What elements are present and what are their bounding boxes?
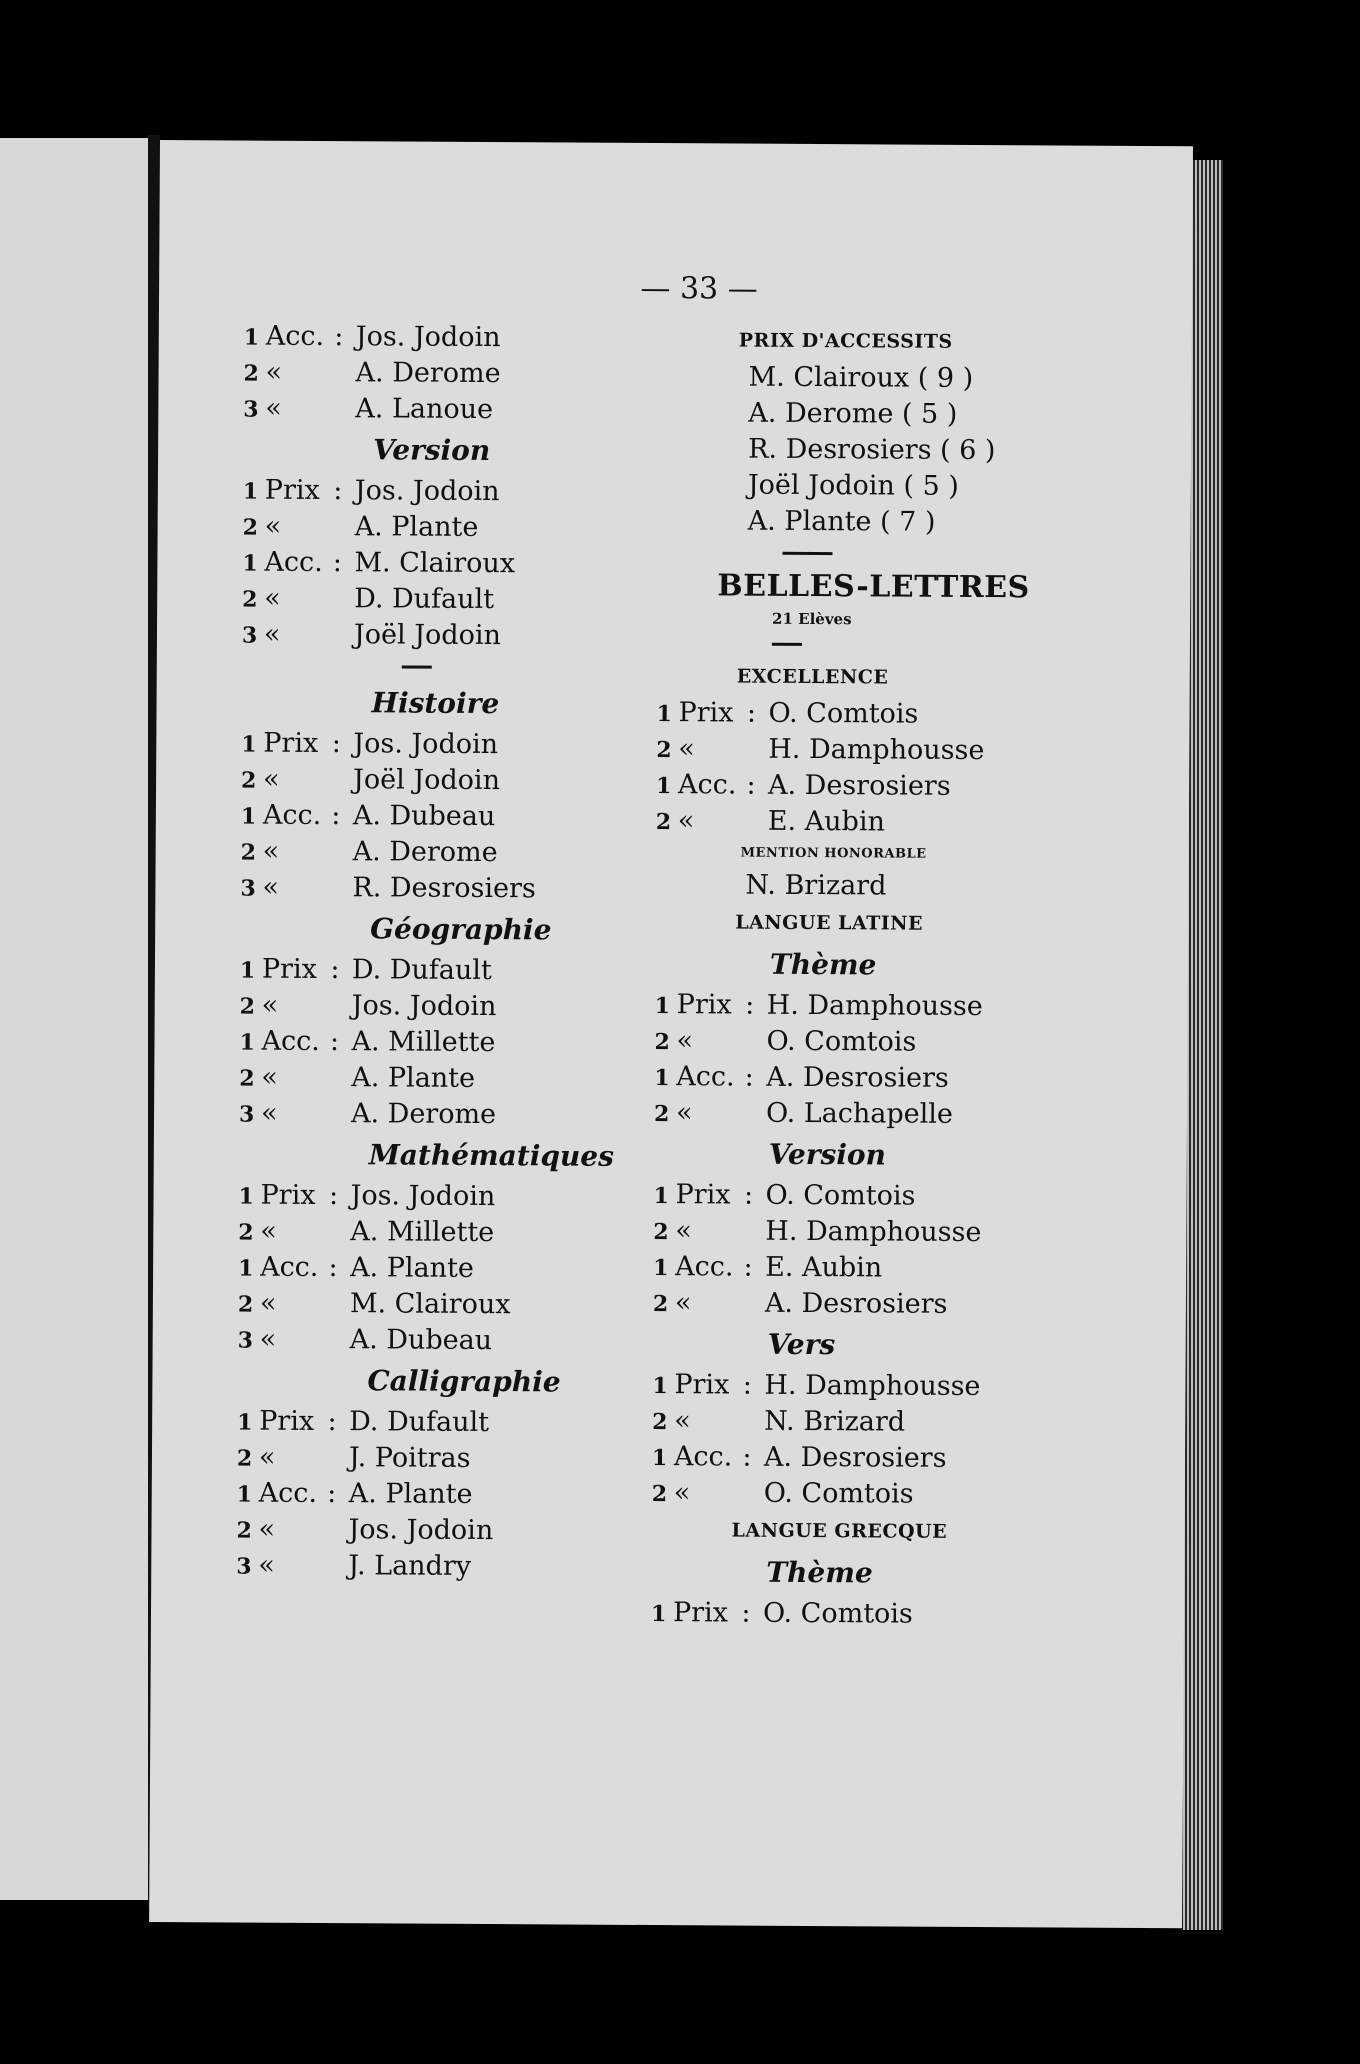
name-entry: M. Clairoux ( 9 ) [748,361,974,394]
prize-label: « [262,871,280,903]
student-name: E. Aubin [765,1251,883,1284]
student-name: A. Derome [350,1098,497,1131]
student-name: H. Damphousse [765,1215,982,1249]
rank-number: 1 [239,957,256,984]
prize-row [652,1403,1192,1442]
student-name: J. Landry [348,1550,472,1582]
subject-heading: Thème [766,1555,873,1590]
subject-heading: Version [373,433,491,468]
label-separator: : [331,800,341,832]
student-name: O. Comtois [768,697,919,730]
prize-label: « [678,733,695,765]
prize-label: Prix [675,1179,731,1211]
prize-label: « [261,1061,278,1093]
label-separator: : [327,1478,337,1510]
rank-number: 2 [238,1219,254,1246]
prize-row [241,762,701,801]
subject-heading: Histoire [371,686,500,721]
prize-row [243,473,703,512]
section-header: LANGUE LATINE [735,911,924,935]
prize-row [240,870,700,909]
label-separator: : [328,1180,339,1212]
prize-label: « [259,1287,277,1319]
prize-label: « [262,835,280,867]
label-separator: : [746,697,757,729]
subject-heading: Version [768,1137,887,1172]
subject-heading: Géographie [370,912,552,947]
prize-label: « [265,356,283,388]
rank-number: 1 [240,803,257,830]
prize-label: Prix [260,1179,316,1211]
prize-row [238,1321,698,1360]
student-name: M. Clairoux [354,547,516,580]
prize-row [238,1249,698,1288]
prize-label: « [674,1287,692,1319]
rank-number: 1 [654,993,671,1020]
prize-row [652,1475,1192,1514]
student-name: Jos. Jodoin [350,1180,496,1213]
prize-label: Prix [261,953,317,985]
rank-number: 2 [239,1065,255,1092]
rank-number: 1 [654,1065,670,1092]
prize-label: « [264,510,282,542]
prize-label: Acc. [260,1251,319,1283]
student-name: Joël Jodoin [353,764,501,797]
rank-number: 3 [237,1327,254,1354]
prize-row [236,1511,696,1550]
prize-label: Acc. [261,1025,320,1057]
prize-label: Prix [674,1369,730,1401]
label-separator: : [742,1441,752,1473]
rank-number: 2 [243,360,259,387]
prize-row [654,1095,1194,1134]
prize-label: Acc. [676,1061,735,1093]
prize-label: Acc. [262,799,322,831]
student-name: A. Plante [351,1062,476,1094]
prize-row [655,987,1195,1026]
rank-number: 2 [651,1481,668,1508]
prize-label: « [260,1097,278,1129]
rank-number: 1 [238,1183,254,1210]
rank-number: 2 [237,1291,254,1318]
class-title: BELLES-LETTRES [717,568,1030,606]
rank-number: 2 [236,1517,252,1544]
prize-row [242,617,702,656]
prize-label: « [264,582,281,614]
student-name: Jos. Jodoin [355,321,501,354]
prize-row [239,1024,699,1063]
student-name: Jos. Jodoin [354,475,500,508]
rank-number: 2 [239,993,256,1020]
prize-row [653,1177,1193,1216]
prize-label: « [258,1441,276,1473]
prize-row [237,1475,697,1514]
rank-number: 1 [239,1029,255,1056]
prize-label: Prix [676,989,732,1021]
left-column [236,319,704,1587]
label-separator: : [328,1252,338,1284]
prize-label: Acc. [673,1441,733,1473]
prize-row [238,1213,698,1252]
prize-label: Prix [263,727,319,759]
prize-row [241,798,701,837]
student-name: O. Comtois [762,1597,913,1630]
rank-number: 2 [241,767,257,794]
prize-row [656,803,1196,842]
student-name: A. Derome [352,836,498,869]
rank-number: 2 [656,737,672,764]
rank-number: 2 [653,1101,670,1128]
prize-row [241,834,701,873]
section-header: LANGUE GRECQUE [731,1519,948,1543]
rank-number: 3 [238,1101,255,1128]
prize-label: « [261,989,279,1021]
student-name: A. Desrosiers [764,1287,948,1320]
student-name: A. Desrosiers [763,1441,947,1474]
prize-label: Acc. [675,1251,734,1283]
page-number: — 33 — [640,270,758,307]
student-name: O. Comtois [765,1179,916,1212]
rank-number: 1 [242,478,259,505]
subject-heading: Mathématiques [368,1138,615,1173]
label-separator: : [746,769,756,801]
prize-label: « [265,392,282,424]
prize-row [237,1439,697,1478]
label-separator: : [744,1061,754,1093]
right-column [651,321,1199,1634]
rank-number: 1 [236,1481,253,1508]
prize-row [244,319,704,358]
prize-row [240,952,700,991]
prize-label: « [258,1549,275,1581]
label-separator: : [329,1026,340,1058]
prize-row [652,1367,1192,1406]
label-separator: : [327,1406,337,1438]
rank-number: 3 [236,1553,252,1580]
label-separator: : [745,989,755,1021]
student-name: A. Plante [348,1478,473,1510]
rank-number: 1 [243,324,260,351]
student-name: A. Dubeau [349,1324,493,1357]
student-name: E. Aubin [767,805,886,838]
separator-dash [772,643,802,646]
rank-number: 2 [652,1409,668,1436]
prize-label: Prix [259,1405,315,1437]
student-name: A. Desrosiers [767,769,951,802]
prize-row [239,1096,699,1135]
label-separator: : [330,954,340,986]
prize-label: « [675,1215,692,1247]
rank-number: 2 [655,809,672,836]
student-name: D. Dufault [351,954,492,987]
student-name: A. Desrosiers [766,1061,949,1094]
student-name: Jos. Jodoin [348,1514,494,1547]
name-entry: A. Derome ( 5 ) [748,397,958,430]
student-name: D. Dufault [349,1406,490,1439]
book-page [149,140,1193,1928]
rank-number: 1 [653,1255,669,1282]
prize-row [652,1439,1192,1478]
label-separator: : [743,1251,753,1283]
prize-label: « [676,1025,694,1057]
prize-label: « [673,1477,691,1509]
prize-label: « [674,1405,691,1437]
prize-row [656,767,1196,806]
prize-row [240,988,700,1027]
prize-row [243,355,703,394]
student-name: A. Lanoue [355,393,494,426]
rank-number: 1 [242,550,258,577]
rank-number: 3 [241,622,258,649]
student-name: N. Brizard [764,1405,906,1438]
adjacent-page [0,138,152,1900]
student-name: O. Lachapelle [765,1097,954,1130]
prize-row [653,1249,1193,1288]
student-name: H. Damphousse [764,1369,981,1403]
student-name: Joël Jodoin [353,619,501,652]
rank-number: 1 [237,1409,253,1436]
student-name: H. Damphousse [768,733,985,767]
student-name: D. Dufault [354,583,495,616]
prize-label: Acc. [265,320,325,353]
prize-label: « [259,1323,277,1355]
student-name: H. Damphousse [766,989,983,1023]
student-name: A. Plante [350,1252,474,1284]
subject-heading: Thème [769,947,877,982]
prize-label: « [675,1097,693,1129]
honorable-mention-header: MENTION HONORABLE [740,845,927,862]
prize-row [653,1285,1193,1324]
prize-row [242,545,702,584]
prize-row [238,1177,698,1216]
student-name: O. Comtois [766,1025,917,1058]
label-separator: : [331,728,341,760]
prize-row [237,1403,697,1442]
label-separator: : [332,547,343,579]
prize-row [242,581,702,620]
prize-label: Acc. [677,769,737,801]
student-name: A. Millette [351,1026,496,1059]
name-entry: N. Brizard [745,869,887,902]
section-header: PRIX D'ACCESSITS [738,329,953,353]
label-separator: : [333,475,343,507]
rank-number: 1 [652,1373,668,1400]
subject-heading: Vers [767,1327,836,1362]
prize-label: Prix [672,1597,729,1629]
prize-label: « [263,618,281,650]
ornament-divider [782,552,832,555]
rank-number: 2 [652,1291,669,1318]
name-entry: A. Plante ( 7 ) [747,505,936,538]
label-separator: : [741,1597,751,1629]
prize-label: « [258,1513,276,1545]
rank-number: 1 [238,1255,254,1282]
prize-row [243,391,703,430]
prize-label: Acc. [258,1477,318,1509]
prize-row [651,1595,1191,1634]
rank-number: 1 [241,731,257,758]
prize-row [656,695,1196,734]
prize-row [653,1213,1193,1252]
rank-number: 1 [655,773,672,800]
rank-number: 2 [236,1445,253,1472]
prize-label: « [263,763,280,795]
rank-number: 3 [243,396,259,423]
student-name: Jos. Jodoin [353,728,499,761]
rank-number: 3 [240,875,256,902]
prize-row [243,509,703,548]
rank-number: 1 [656,701,672,728]
student-count: 21 Elèves [772,609,852,629]
section-header: EXCELLENCE [736,665,889,689]
student-name: Jos. Jodoin [351,990,497,1023]
rank-number: 1 [653,1183,669,1210]
rank-number: 2 [242,586,258,613]
rank-number: 2 [654,1029,670,1056]
prize-row [238,1285,698,1324]
student-name: A. Millette [350,1216,495,1249]
subject-heading: Calligraphie [367,1364,561,1399]
prize-row [239,1060,699,1099]
prize-row [654,1059,1194,1098]
prize-row [654,1023,1194,1062]
label-separator: : [334,321,344,353]
rank-number: 2 [242,514,259,541]
rank-number: 1 [650,1601,667,1628]
student-name: O. Comtois [763,1477,914,1510]
label-separator: : [743,1179,754,1211]
student-name: M. Clairoux [349,1288,511,1321]
prize-label: Acc. [264,546,323,579]
prize-label: Prix [678,697,734,729]
rank-number: 2 [653,1219,669,1246]
name-entry: R. Desrosiers ( 6 ) [748,433,996,467]
prize-row [241,726,701,765]
prize-label: Prix [264,474,320,506]
rank-number: 2 [240,839,257,866]
prize-row [656,731,1196,770]
separator-dash [402,665,432,668]
prize-label: « [677,805,695,837]
name-entry: Joël Jodoin ( 5 ) [747,469,959,502]
prize-label: « [260,1215,277,1247]
student-name: A. Dubeau [352,800,496,833]
student-name: A. Plante [354,511,479,543]
student-name: R. Desrosiers [352,872,536,905]
rank-number: 1 [651,1445,668,1472]
prize-row [236,1547,696,1586]
label-separator: : [742,1369,753,1401]
student-name: J. Poitras [348,1442,471,1474]
student-name: A. Derome [355,357,501,390]
